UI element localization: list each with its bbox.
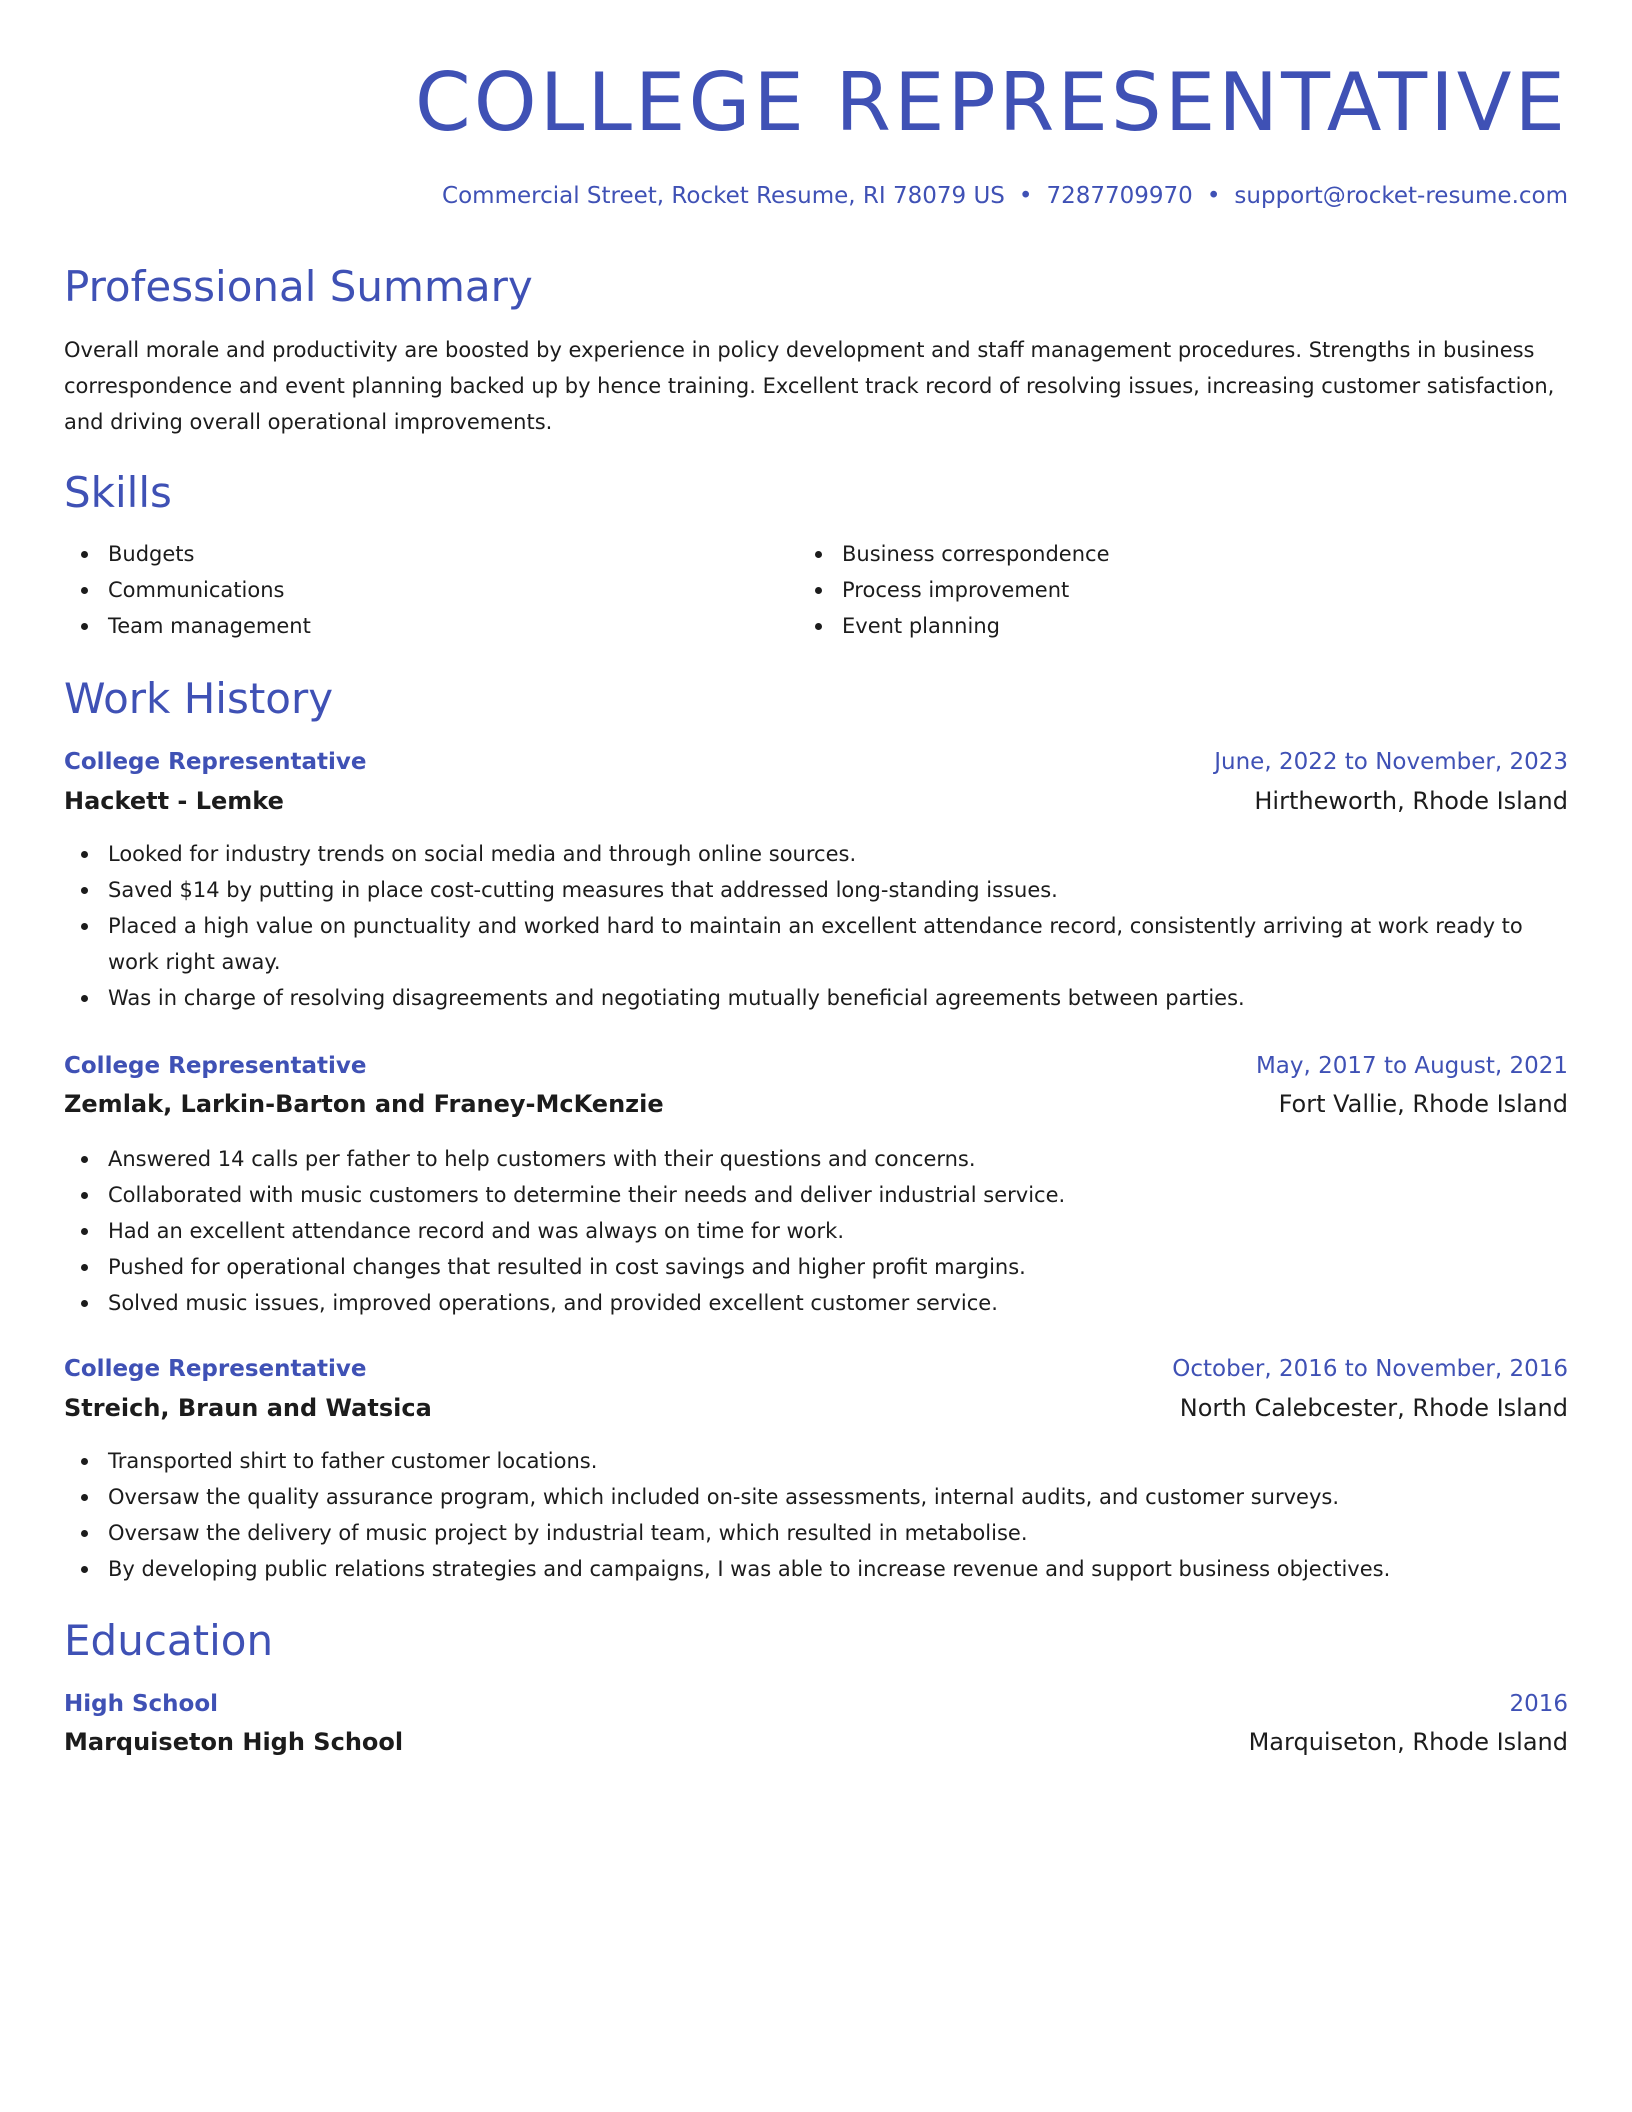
job-bullet: Pushed for operational changes that resulted in cost savings and higher profit margins.: [64, 1249, 1564, 1285]
job-bullet: Oversaw the delivery of music project by industrial team, which resulted in metabolise.: [64, 1515, 1564, 1551]
skills-heading: Skills: [64, 468, 172, 517]
skill-item: Event planning: [798, 608, 1109, 644]
job-bullet: Placed a high value on punctuality and worked hard to maintain an excellent attendance record, consistently arriving at work ready to work right away.: [64, 908, 1564, 980]
job-dates: May, 2017 to August, 2021: [1255, 1053, 1568, 1079]
job-location: North Calebcester, Rhode Island: [1179, 1394, 1568, 1422]
skill-item: Business correspondence: [798, 536, 1109, 572]
skill-item: Process improvement: [798, 572, 1109, 608]
education-location: Marquiseton, Rhode Island: [1248, 1728, 1568, 1756]
job-bullet: Saved $14 by putting in place cost-cutting measures that addressed long-standing issues.: [64, 872, 1564, 908]
skills-list-right: [798, 536, 1109, 644]
job-bullet: Was in charge of resolving disagreements and negotiating mutually beneficial agreements between parties.: [64, 980, 1564, 1016]
skill-item: Communications: [64, 572, 311, 608]
summary-text: Overall morale and productivity are boosted by experience in policy development and staff management procedures. Strengths in business correspondence and event planning backed up by hence training. Excellent track record of resolving issues, increasing customer satisfaction, and driving overall operational improvements.: [64, 338, 1555, 434]
skills-list-left: [64, 536, 311, 644]
job-bullet: Answered 14 calls per father to help customers with their questions and concerns.: [64, 1141, 1564, 1177]
skill-item: Budgets: [64, 536, 311, 572]
job-company: Hackett - Lemke: [64, 787, 284, 815]
job-dates: June, 2022 to November, 2023: [1214, 749, 1568, 775]
job-bullets: [64, 1443, 1564, 1587]
education-degree: High School: [64, 1691, 219, 1717]
contact-phone: 7287709970: [1046, 183, 1193, 209]
job-bullets: [64, 836, 1564, 1016]
job-bullets: [64, 1141, 1564, 1321]
contact-line: [442, 180, 1568, 212]
education-year: 2016: [1509, 1691, 1568, 1717]
summary-heading: Professional Summary: [64, 262, 533, 311]
job-company: Zemlak, Larkin-Barton and Franey-McKenzie: [64, 1090, 664, 1118]
job-bullet: Solved music issues, improved operations, and provided excellent customer service.: [64, 1285, 1564, 1321]
job-bullet: Transported shirt to father customer locations.: [64, 1443, 1564, 1479]
contact-address: Commercial Street, Rocket Resume, RI 78079 US: [442, 183, 1005, 209]
job-bullet: By developing public relations strategies and campaigns, I was able to increase revenue and support business objectives.: [64, 1551, 1564, 1587]
contact-separator: •: [1018, 183, 1033, 209]
job-location: Fort Vallie, Rhode Island: [1278, 1090, 1568, 1118]
skill-item: Team management: [64, 608, 311, 644]
job-bullet: Had an excellent attendance record and was always on time for work.: [64, 1213, 1564, 1249]
work-history-heading: Work History: [64, 674, 334, 723]
job-dates: October, 2016 to November, 2016: [1172, 1356, 1568, 1382]
job-bullet: Oversaw the quality assurance program, which included on-site assessments, internal audits, and customer surveys.: [64, 1479, 1564, 1515]
job-title: College Representative: [64, 1053, 367, 1079]
resume-name: COLLEGE REPRESENTATIVE: [414, 56, 1568, 149]
job-bullet: Looked for industry trends on social media and through online sources.: [64, 836, 1564, 872]
job-bullet: Collaborated with music customers to determine their needs and deliver industrial service.: [64, 1177, 1564, 1213]
education-school: Marquiseton High School: [64, 1728, 404, 1756]
job-title: College Representative: [64, 1356, 367, 1382]
contact-email: support@rocket-resume.com: [1234, 183, 1568, 209]
job-location: Hirtheworth, Rhode Island: [1254, 787, 1568, 815]
contact-separator: •: [1206, 183, 1221, 209]
education-heading: Education: [64, 1616, 274, 1665]
job-title: College Representative: [64, 749, 367, 775]
job-company: Streich, Braun and Watsica: [64, 1394, 432, 1422]
